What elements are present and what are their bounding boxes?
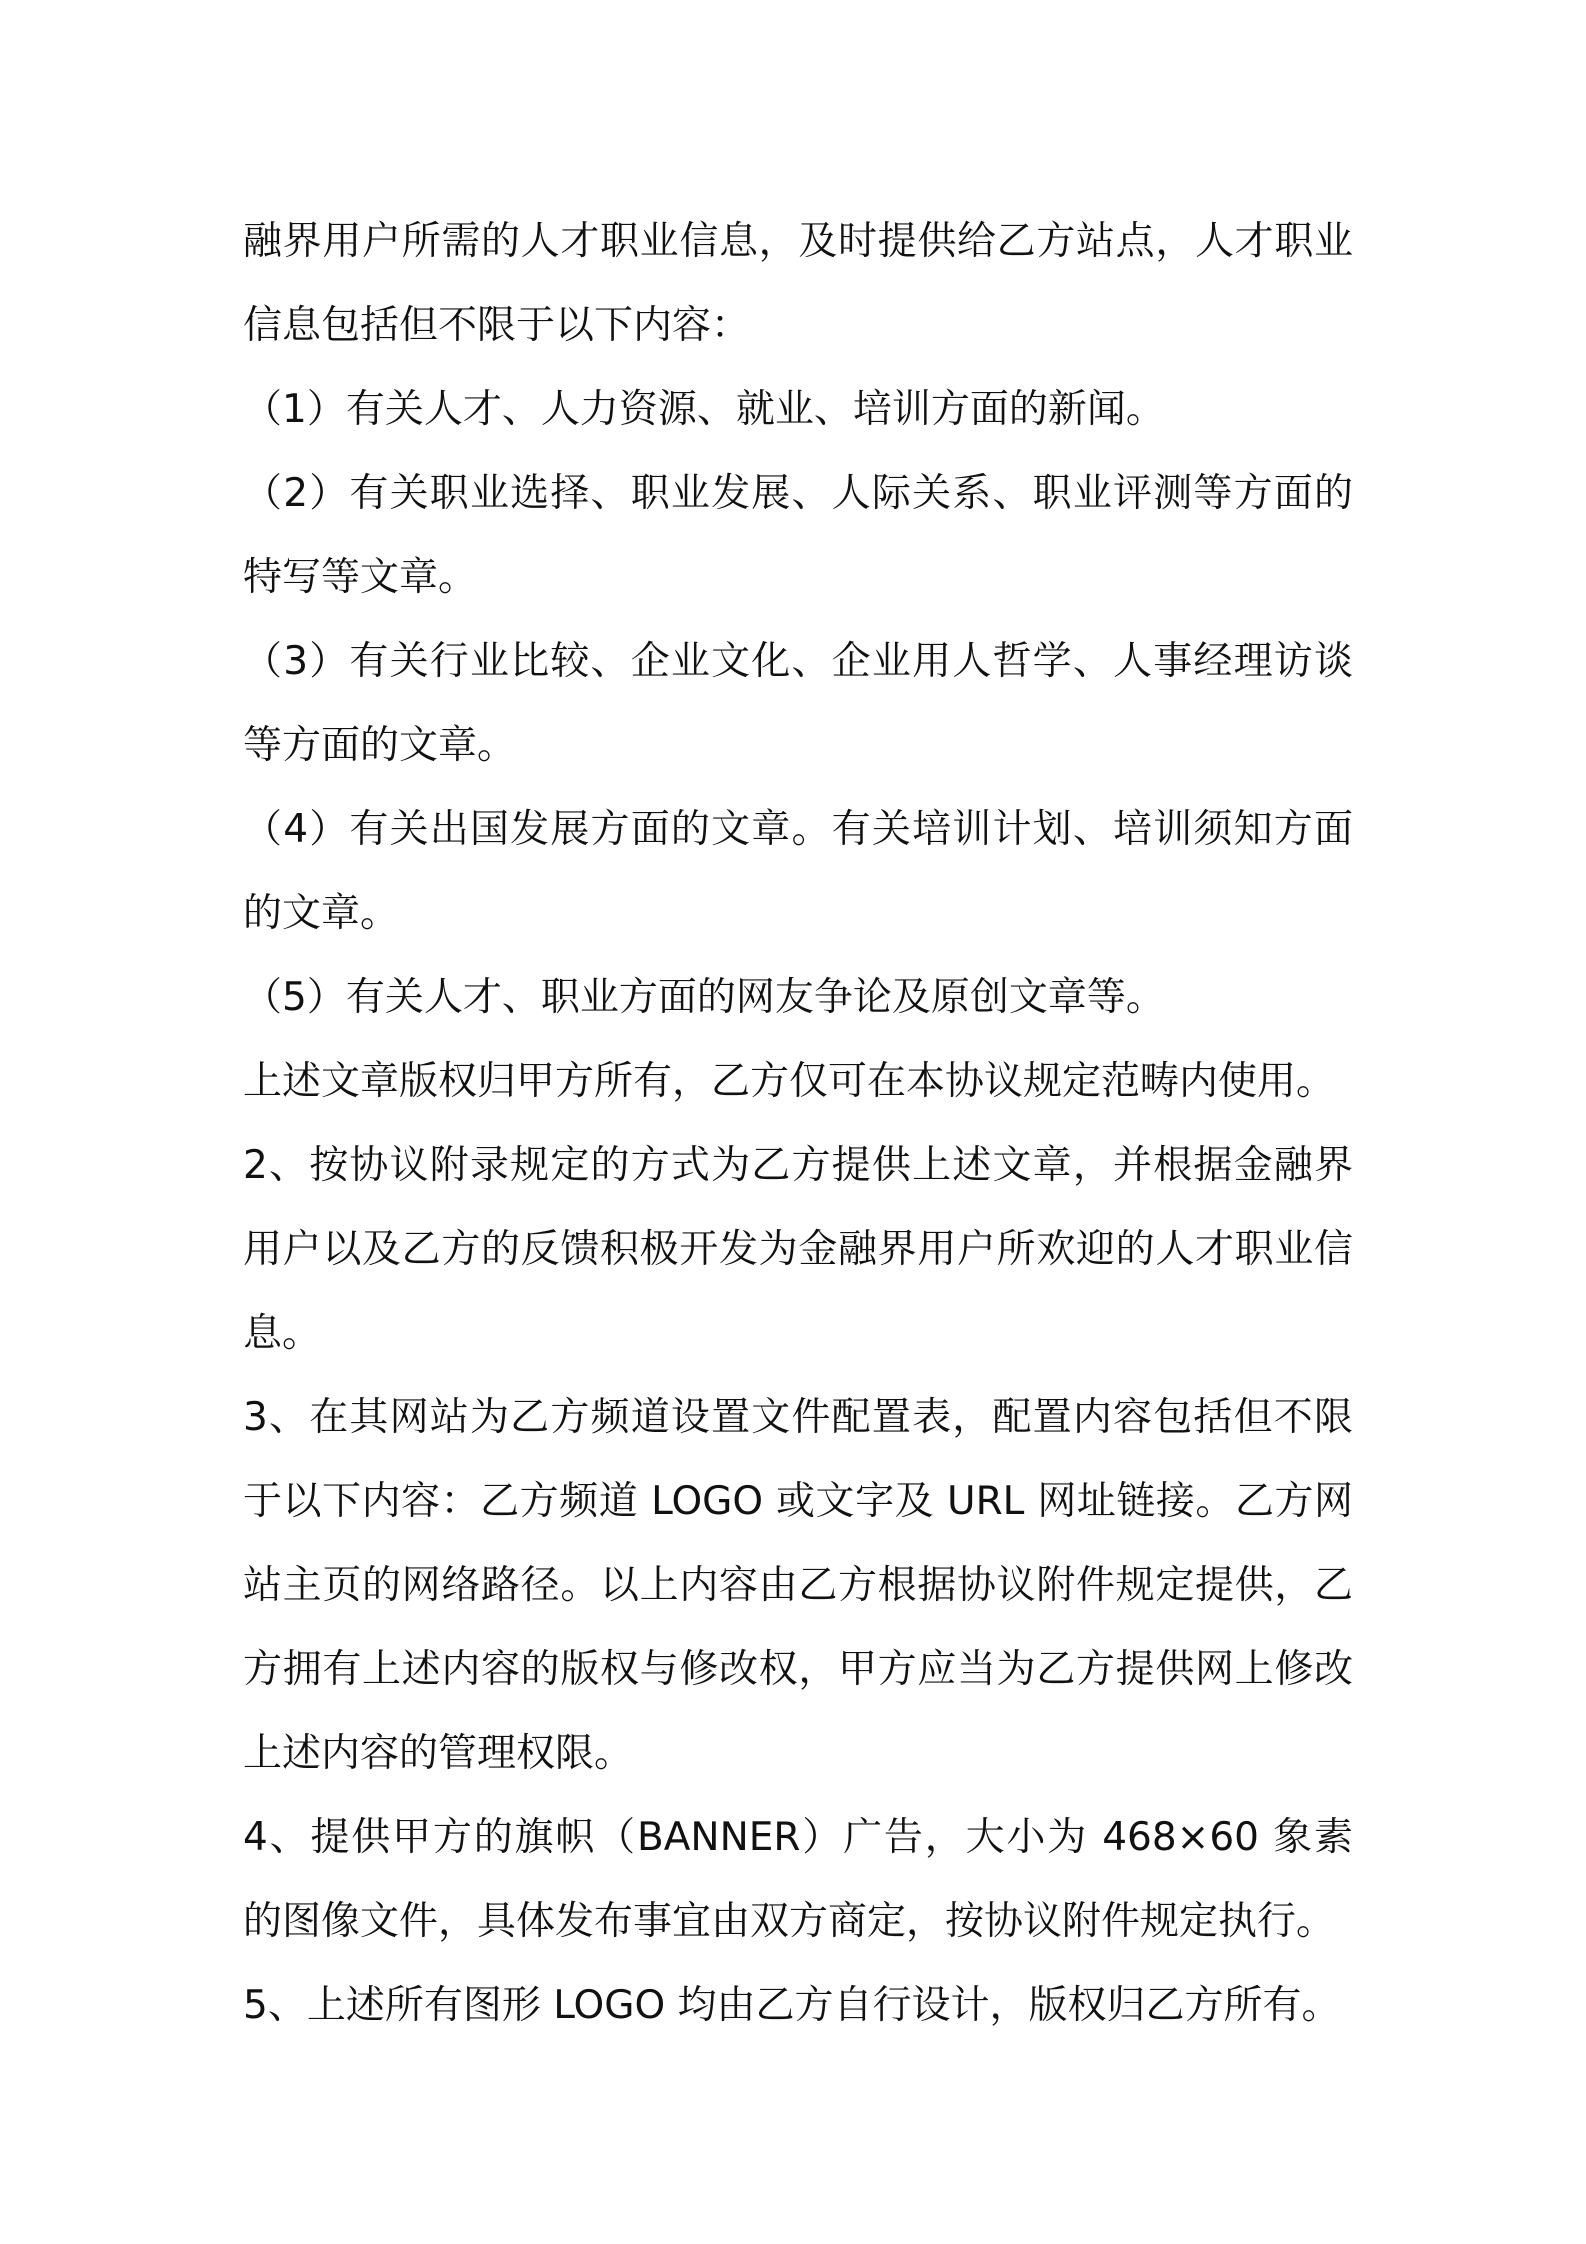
list-item-3: （3）有关行业比较、企业文化、企业用人哲学、人事经理访谈等方面的文章。 <box>243 639 1353 768</box>
list-item-5: （5）有关人才、职业方面的网友争论及原创文章等。 <box>243 975 1165 1020</box>
paragraph-copyright: 上述文章版权归甲方所有，乙方仅可在本协议规定范畴内使用。 <box>243 1059 1336 1104</box>
list-item-1: （1）有关人才、人力资源、就业、培训方面的新闻。 <box>243 387 1165 432</box>
clause-5: 5、上述所有图形 LOGO 均由乙方自行设计，版权归乙方所有。 <box>243 1983 1341 2028</box>
list-item-2: （2）有关职业选择、职业发展、人际关系、职业评测等方面的特写等文章。 <box>243 471 1353 600</box>
clause-3: 3、在其网站为乙方频道设置文件配置表，配置内容包括但不限于以下内容：乙方频道 LOGO 或文字及 URL 网址链接。乙方网站主页的网络路径。以上内容由乙方根据协议附件规定提供，乙方拥有上述内容的版权与修改权，甲方应当为乙方提供网上修改上述内容的管理权限。 <box>243 1395 1353 1776</box>
document-body <box>243 200 1353 2048</box>
paragraph-talent-info-intro: 融界用户所需的人才职业信息，及时提供给乙方站点，人才职业信息包括但不限于以下内容： <box>243 219 1353 348</box>
clause-2: 2、按协议附录规定的方式为乙方提供上述文章，并根据金融界用户以及乙方的反馈积极开发为金融界用户所欢迎的人才职业信息。 <box>243 1143 1353 1356</box>
clause-4: 4、提供甲方的旗帜（BANNER）广告，大小为 468×60 象素的图像文件，具体发布事宜由双方商定，按协议附件规定执行。 <box>243 1815 1353 1944</box>
list-item-4: （4）有关出国发展方面的文章。有关培训计划、培训须知方面的文章。 <box>243 807 1353 936</box>
